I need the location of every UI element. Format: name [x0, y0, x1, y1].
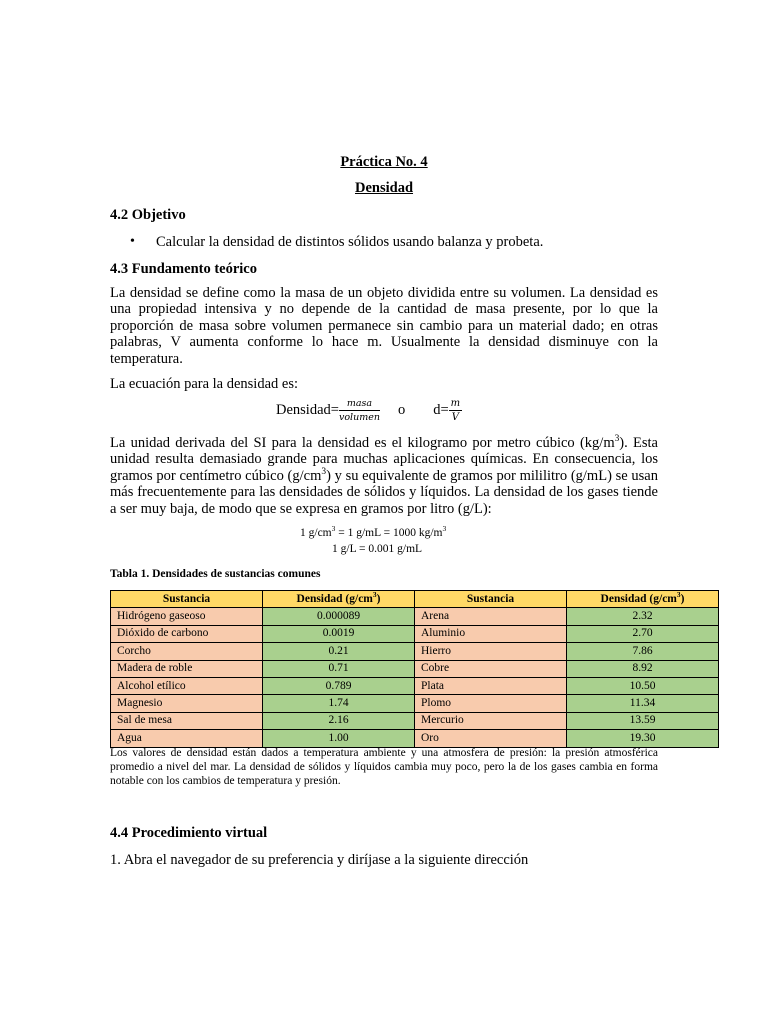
substance-cell: Plomo [415, 695, 567, 712]
density-cell: 10.50 [567, 677, 719, 694]
density-cell: 8.92 [567, 660, 719, 677]
table-row [111, 730, 719, 747]
header-substance-2 [415, 591, 567, 608]
header-sup: 3 [676, 589, 681, 599]
header-density-2 [567, 591, 719, 608]
table-caption: Tabla 1. Densidades de sustancias comunes [110, 568, 321, 580]
p2-part-c: ) y su equivalente de gramos por mililitro (g/mL) se usan más frecuentemente para las densidades de sólidos y líquidos. La densidad de los gases tiende a ser muy baja, de modo que se expresa en gramos por litro (g/L): [110, 467, 658, 517]
practice-title: Práctica No. 4 [340, 154, 428, 170]
eq-right-numerator: m [450, 398, 461, 409]
header-text: Densidad (g/cm [600, 592, 677, 605]
density-cell: 1.00 [263, 730, 415, 747]
header-density-1 [263, 591, 415, 608]
header-close: ) [376, 592, 381, 605]
conv1-b: = 1 g/mL = 1000 kg/m [335, 527, 443, 539]
table-row [111, 608, 719, 625]
eq-left-numerator: masa [339, 398, 380, 411]
substance-cell: Magnesio [111, 695, 263, 712]
eq-right-label: d= [433, 402, 449, 419]
density-table [110, 590, 719, 748]
density-cell: 1.74 [263, 695, 415, 712]
table-header-row [111, 591, 719, 608]
theory-paragraph-2 [110, 435, 658, 517]
substance-cell: Madera de roble [111, 660, 263, 677]
density-cell: 0.71 [263, 660, 415, 677]
density-cell: 2.32 [567, 608, 719, 625]
density-cell: 11.34 [567, 695, 719, 712]
table-row [111, 677, 719, 694]
theory-heading: 4.3 Fundamento teórico [110, 261, 257, 277]
substance-cell: Aluminio [415, 625, 567, 642]
substance-cell: Oro [415, 730, 567, 747]
conv1-sup-b: 3 [442, 524, 447, 534]
document-subtitle: Densidad [354, 180, 414, 196]
substance-cell: Arena [415, 608, 567, 625]
header-sup: 3 [372, 589, 377, 599]
eq-left-label: Densidad= [276, 402, 339, 419]
conversion-line-2: 1 g/L = 0.001 g/mL [332, 543, 423, 555]
objective-heading: 4.2 Objetivo [110, 207, 186, 223]
substance-cell: Dióxido de carbono [111, 625, 263, 642]
eq-right-fraction [449, 398, 462, 423]
table-row [111, 660, 719, 677]
substance-cell: Sal de mesa [111, 712, 263, 729]
density-cell: 0.000089 [263, 608, 415, 625]
theory-paragraph-1: La densidad se define como la masa de un objeto dividida entre su volumen. La densidad es una propiedad intensiva y no depende de la cantidad de masa presente, por lo que la proporción de masa sobre volumen permanece sin cambio para un material dado; en otras palabras, V aumenta conforme lo hace m. Usualmente la densidad disminuye con la temperatura. [110, 285, 658, 367]
header-text: Sustancia [162, 592, 211, 605]
density-equation [276, 398, 462, 423]
density-cell: 0.21 [263, 643, 415, 660]
p2-part-b: ). Esta unidad resulta demasiado grande para muchas aplicaciones químicas. En consecuencia, los gramos por centímetro cúbico (g/cm [110, 435, 658, 484]
substance-cell: Cobre [415, 660, 567, 677]
header-substance-1 [111, 591, 263, 608]
conv1-a: 1 g/cm [300, 527, 332, 539]
density-cell: 0.0019 [263, 625, 415, 642]
table-note: Los valores de densidad están dados a temperatura ambiente y una atmosfera de presión: la presión atmosférica promedio a nivel del mar. La densidad de sólidos y líquidos cambia muy poco, pero la de los gases cambia en forma notable con los cambios de temperatura y presión. [110, 747, 658, 787]
p2-sup-b: 3 [321, 466, 327, 477]
equation-intro: La ecuación para la densidad es: [110, 376, 299, 392]
procedure-heading: 4.4 Procedimiento virtual [110, 825, 268, 841]
eq-left-fraction [339, 398, 380, 423]
procedure-step-1: 1. Abra el navegador de su preferencia y diríjase a la siguiente dirección [110, 852, 529, 868]
objective-bullet-text: Calcular la densidad de distintos sólidos usando balanza y probeta. [156, 234, 544, 250]
table-row [111, 695, 719, 712]
substance-cell: Mercurio [415, 712, 567, 729]
substance-cell: Agua [111, 730, 263, 747]
table-row [111, 625, 719, 642]
substance-cell: Hierro [415, 643, 567, 660]
header-close: ) [680, 592, 685, 605]
density-cell: 2.16 [263, 712, 415, 729]
density-cell: 0.789 [263, 677, 415, 694]
conversion-line-1 [300, 524, 447, 539]
substance-cell: Plata [415, 677, 567, 694]
objective-bullet [130, 233, 135, 251]
table-row [111, 712, 719, 729]
substance-cell: Alcohol etílico [111, 677, 263, 694]
density-cell: 2.70 [567, 625, 719, 642]
header-text: Sustancia [466, 592, 515, 605]
density-cell: 13.59 [567, 712, 719, 729]
density-cell: 19.30 [567, 730, 719, 747]
header-text: Densidad (g/cm [296, 592, 373, 605]
eq-left-denominator: volumen [338, 412, 380, 423]
p2-sup-a: 3 [614, 434, 620, 445]
bullet-icon: • [130, 234, 135, 249]
eq-or: o [397, 402, 406, 419]
eq-right-denominator: V [451, 412, 459, 423]
substance-cell: Hidrógeno gaseoso [111, 608, 263, 625]
p2-part-a: La unidad derivada del SI para la densidad es el kilogramo por metro cúbico (kg/m [110, 435, 615, 451]
table-row [111, 643, 719, 660]
density-cell: 7.86 [567, 643, 719, 660]
conv1-sup-a: 3 [331, 524, 336, 534]
substance-cell: Corcho [111, 643, 263, 660]
